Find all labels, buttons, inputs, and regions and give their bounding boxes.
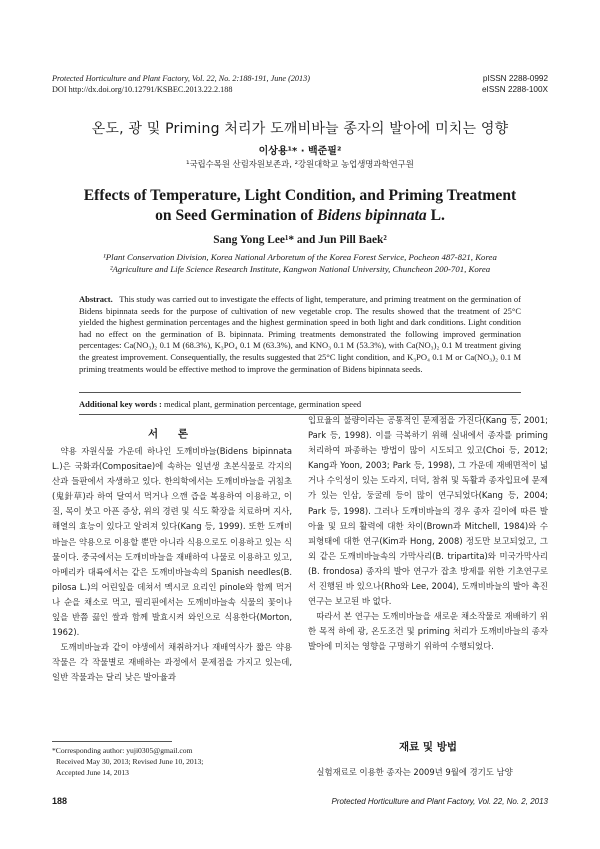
paragraph: 실험재료로 이용한 종자는 2009년 9월에 경기도 남양 — [316, 767, 513, 777]
right-column — [308, 413, 548, 655]
journal-header — [52, 73, 310, 95]
intro-heading: 서 론 — [148, 428, 196, 440]
paragraph: 따라서 본 연구는 도깨비바늘을 새로운 채소작물로 재배하기 위한 목적 하에 광, 온도조건 및 priming 처리가 도깨비바늘의 종자 발아에 미치는 영향을 구명하기 위하여 수행되었다. — [308, 611, 548, 652]
footnote-divider — [52, 741, 172, 742]
accepted-date: Accepted June 14, 2013 — [56, 768, 129, 777]
methods-heading: 재료 및 방법 — [398, 741, 458, 753]
doi-link[interactable]: DOI http://dx.doi.org/10.12791/KSBEC.2013.22.2.188 — [52, 85, 233, 94]
journal-citation: Protected Horticulture and Plant Factory, Vol. 22, No. 2:188-191, June (2013) — [52, 74, 310, 83]
paragraph: 도깨비바늘과 같이 야생에서 채취하거나 재배역사가 짧은 약용작물은 각 작물별로 재배하는 과정에서 문제점을 가지고 있는데, 일반 작물과는 달리 낮은 발아율과 — [52, 642, 292, 683]
abstract-label: Abstract. — [79, 294, 113, 304]
paragraph: 약용 자원식물 가운데 하나인 도깨비바늘(Bidens bipinnata L.)은 국화과(Compositae)에 속하는 일년생 초본식물로 각지의 산과 들판에서 자생하고 있다. 한의학에서는 도깨비바늘을 귀침초(鬼針草)라 하여 달여서 먹거나 으깬 즙을 복용하여 이용하고, 이질, 목이 붓고 아픈 증상, 위의 경련 및 식도 확장을 치료하며 지사, 해열의 효능이 있다고 알려져 있다(Kang 등, 1999). 또한 도깨비바늘은 약용으로 이용할 뿐만 아니라 식용으로도 이용하고 있는 식물이다. 중국에서는 도깨비바늘을 재배하여 나물로 이용하고 있고, 아메리카 대륙에서는 같은 도깨비바늘속의 Spanish needles(B. pilosa L.)의 어린잎을 데쳐서 멕시코 요리인 pinole와 함께 먹거나 순을 채소로 먹고, 필리핀에서는 도깨비바늘속 식물의 꽃이나 잎을 반쯤 끓인 쌀과 함께 발효시켜 와인으로 식용한다(Morton, 1962). — [52, 446, 292, 638]
paragraph: 입묘율의 불량이라는 공통적인 문제점을 가진다(Kang 등, 2001; Park 등, 1998). 이를 극복하기 위해 실내에서 종자를 priming 처리하여 파종하는 방법이 많이 시도되고 있고(Choi 등, 2012; Kang과 Yoon, 2003; Park 등, 1998), 그 가운데 재배면적이 넓거나 수익성이 있는 도라지, 더덕, 참취 및 독활과 종자입묘에 문제가 있는 인삼, 둥굴레 등이 많이 연구되었다(Kang 등, 2004; Park 등, 1998). 그러나 도깨비바늘의 경우 종자 길이에 따른 발아율 및 묘의 활력에 대한 차이(Brown과 Mitchell, 1984)와 수피형태에 대한 연구(Kim과 Hong, 2008) 정도만 보고되었고, 그 외 같은 도깨비바늘속의 가막사리(B. tripartita)와 미국가막사리(B. frondosa) 종자의 발아 연구가 잡초 방제를 위한 기초연구로서 진행된 바 있으나(Rho와 Lee, 2004), 도깨비바늘의 발아 촉진 연구는 보고된 바 없다. — [308, 415, 548, 607]
footnote — [52, 745, 203, 778]
keywords — [79, 399, 521, 409]
english-title-line2: on Seed Germination of Bidens bipinnata L. — [155, 207, 445, 224]
keywords-text: medical plant, germination percentage, germination speed — [161, 399, 362, 409]
corresponding-author: *Corresponding author: yuji0305@gmail.com — [52, 746, 193, 755]
abstract — [79, 294, 521, 375]
english-authors: Sang Yong Lee¹* and Jun Pill Baek² — [213, 234, 387, 246]
affiliation-2: ²Agriculture and Life Science Research Institute, Kangwon National University, Chuncheon 200-701, Korea — [109, 263, 491, 274]
english-title — [0, 186, 600, 226]
abstract-text: This study was carried out to investigate the effects of light, temperature, and priming treatment on the germination of Bidens bipinnata seeds for the purpose of cultivation of new vegetable crop. The results showed that the treatment of 25°C yielded the highest germination percentages and the highest germination speed in both light and dark conditions. Light condition had no effect on the germination of B. bipinnata. Priming treatments demonstrated the following improved germination percentages: Ca(NO₃)₂ 0.1 M (68.3%), K₃PO₄ 0.1 M (63.3%), and KNO₃ 0.1 M (53.3%), with Ca(NO₃)₂ 0.1 M treatment giving the greatest improvement. Consequentially, the results suggested that 25°C light condition, and K₃PO₄ 0.1 M or Ca(NO₃)₂ 0.1 M priming treatments would be effective method to improve the germination of Bidens bipinnata seeds. — [79, 294, 522, 374]
species-name: Bidens bipinnata — [317, 207, 427, 224]
keywords-label: Additional key words : — [79, 399, 162, 409]
left-column — [52, 444, 292, 686]
korean-authors: 이상용¹* · 백준필² — [258, 146, 342, 157]
page-number: 188 — [52, 796, 68, 806]
footer-journal: Protected Horticulture and Plant Factory, Vol. 22, No. 2, 2013 — [331, 797, 548, 806]
affiliation-1: ¹Plant Conservation Division, Korea National Arboretum of the Korea Forest Service, Pocheon 487-821, Korea — [103, 252, 497, 262]
english-title-line1: Effects of Temperature, Light Condition, and Priming Treatment — [83, 187, 517, 204]
divider — [79, 392, 521, 393]
issn-block — [482, 73, 548, 95]
received-date: Received May 30, 2013; Revised June 10, 2013; — [56, 757, 204, 766]
eissn: eISSN 2288-100X — [482, 85, 548, 94]
english-affiliations — [60, 252, 540, 275]
korean-affiliation: ¹국립수목원 산림자원보존과, ²강원대학교 농업생명과학연구원 — [186, 159, 414, 169]
korean-title: 온도, 광 및 Priming 처리가 도깨비바늘 종자의 발아에 미치는 영향 — [91, 121, 509, 137]
pissn: pISSN 2288-0992 — [482, 74, 548, 83]
